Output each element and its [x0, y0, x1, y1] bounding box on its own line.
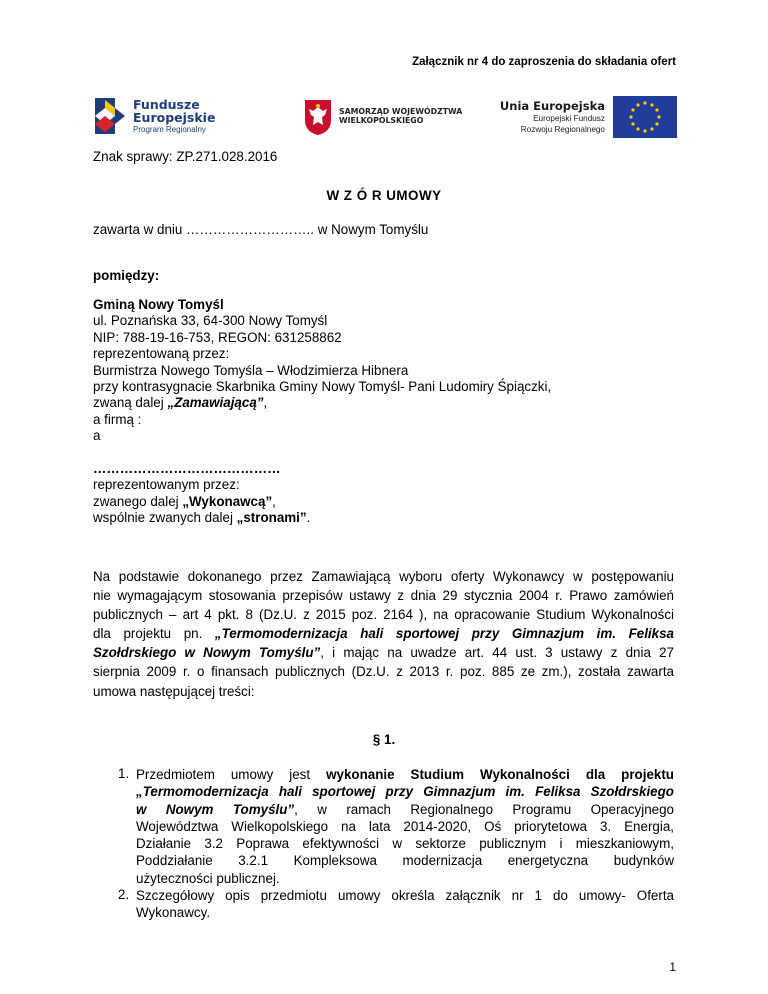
party2-dots: …………………………………… — [93, 461, 281, 476]
party1-called: zwaną dalej „Zamawiającą”, — [93, 395, 268, 411]
concluded-line: zawarta w dniu ……………………….. w Nowym Tomyślu — [93, 222, 429, 237]
party2-called: zwanego dalej „Wykonawcą”, — [93, 493, 276, 509]
party1-a: a — [93, 428, 101, 444]
document-title: W Z Ó R UMOWY — [326, 188, 442, 203]
fe-logo-line3: Program Regionalny — [133, 124, 206, 134]
samorzad-line2: WIELKOPOLSKIEGO — [339, 116, 424, 125]
party1-and-firm: a firmą : — [93, 411, 142, 427]
fe-logo-line1: Fundusze — [133, 96, 200, 112]
between-label: pomiędzy: — [93, 268, 160, 283]
party1-represented: reprezentowaną przez: — [93, 346, 230, 362]
fe-logo-line2: Europejskie — [133, 109, 216, 125]
eu-flag-icon — [613, 96, 677, 138]
party2-called-name: „Wykonawcą” — [182, 493, 273, 509]
party1-countersign: przy kontrasygnacie Skarbnika Gminy Nowy Tomyśl- Pani Ludomiry Śpiączki, — [93, 379, 552, 395]
ue-logo-line3: Rozwoju Regionalnego — [520, 125, 605, 135]
ue-logo-line2: Europejski Fundusz — [533, 114, 605, 124]
eagle-crest-icon — [303, 98, 333, 136]
party1-address: ul. Poznańska 33, 64-300 Nowy Tomyśl — [93, 313, 328, 329]
fe-star-icon — [93, 96, 127, 136]
case-reference: Znak sprawy: ZP.271.028.2016 — [93, 149, 278, 164]
annex-header: Załącznik nr 4 do zaproszenia do składania ofert — [412, 56, 676, 68]
samorzad-line1: SAMORZĄD WOJEWÓDZTWA — [339, 107, 463, 117]
fundusze-europejskie-logo — [93, 96, 215, 136]
party1-name: Gminą Nowy Tomyśl — [93, 297, 224, 312]
list-item-1-number: 1. — [118, 766, 130, 781]
party2-represented: reprezentowanym przez: — [93, 477, 240, 493]
samorzad-logo — [303, 98, 462, 136]
party1-mayor: Burmistrza Nowego Tomyśla – Włodzimierza Hibnera — [93, 362, 409, 378]
unia-europejska-logo — [500, 96, 677, 138]
page-number: 1 — [669, 960, 676, 974]
list-item-2-number: 2. — [118, 887, 130, 902]
section-1-title: § 1. — [372, 732, 396, 747]
party2-block — [93, 461, 310, 527]
preamble-paragraph: Na podstawie dokonanego przez Zamawiającą wyboru oferty Wykonawcy w postępowaniu nie wymagającym stosowania przepisów ustawy z dnia 29 stycznia 2004 r. Prawo zamówień publicznych – art 4 pkt. 8 (Dz.U. z 2015 poz. 2164 ), na opracowanie Studium Wykonalności dla projektu pn. „Termomodernizacja hali sportowej przy Gimnazjum im. Feliksa Szołdrskiego w Nowym Tomyślu”, i mając na uwadze art. 44 ust. 3 ustawy z dnia 27 sierpnia 2009 r. o finansach publicznych (Dz.U. z 2013 r. poz. 885 ze zm.), została zawarta umowa następującej treści: — [93, 569, 674, 699]
list-item-1: Przedmiotem umowy jest wykonanie Studium Wykonalności dla projektu „Termomodernizacja hali sportowej przy Gimnazjum im. Feliksa Szołdrskiego w Nowym Tomyślu”, w ramach Regionalnego Programu Operacyjnego Województwa Wielkopolskiego na lata 2014-2020, Oś priorytetowa 3. Energia, Działanie 3.2 Poprawa efektywności w sektorze publicznym i mieszkaniowym, Poddziałanie 3.2.1 Kompleksowa modernizacja energetyczna budynków użyteczności publicznej. — [136, 767, 674, 886]
party1-block — [93, 297, 551, 445]
ue-logo-line1: Unia Europejska — [499, 98, 605, 113]
logo-band — [93, 92, 677, 148]
party2-jointly: wspólnie zwanych dalej „stronami”. — [93, 510, 311, 526]
party2-jointly-name: „stronami” — [236, 510, 307, 526]
party1-called-name: „Zamawiającą” — [167, 395, 264, 411]
list-item-2: Szczegółowy opis przedmiotu umowy określa załącznik nr 1 do umowy- Oferta Wykonawcy. — [136, 888, 674, 921]
party1-ids: NIP: 788-19-16-753, REGON: 631258862 — [93, 329, 342, 345]
